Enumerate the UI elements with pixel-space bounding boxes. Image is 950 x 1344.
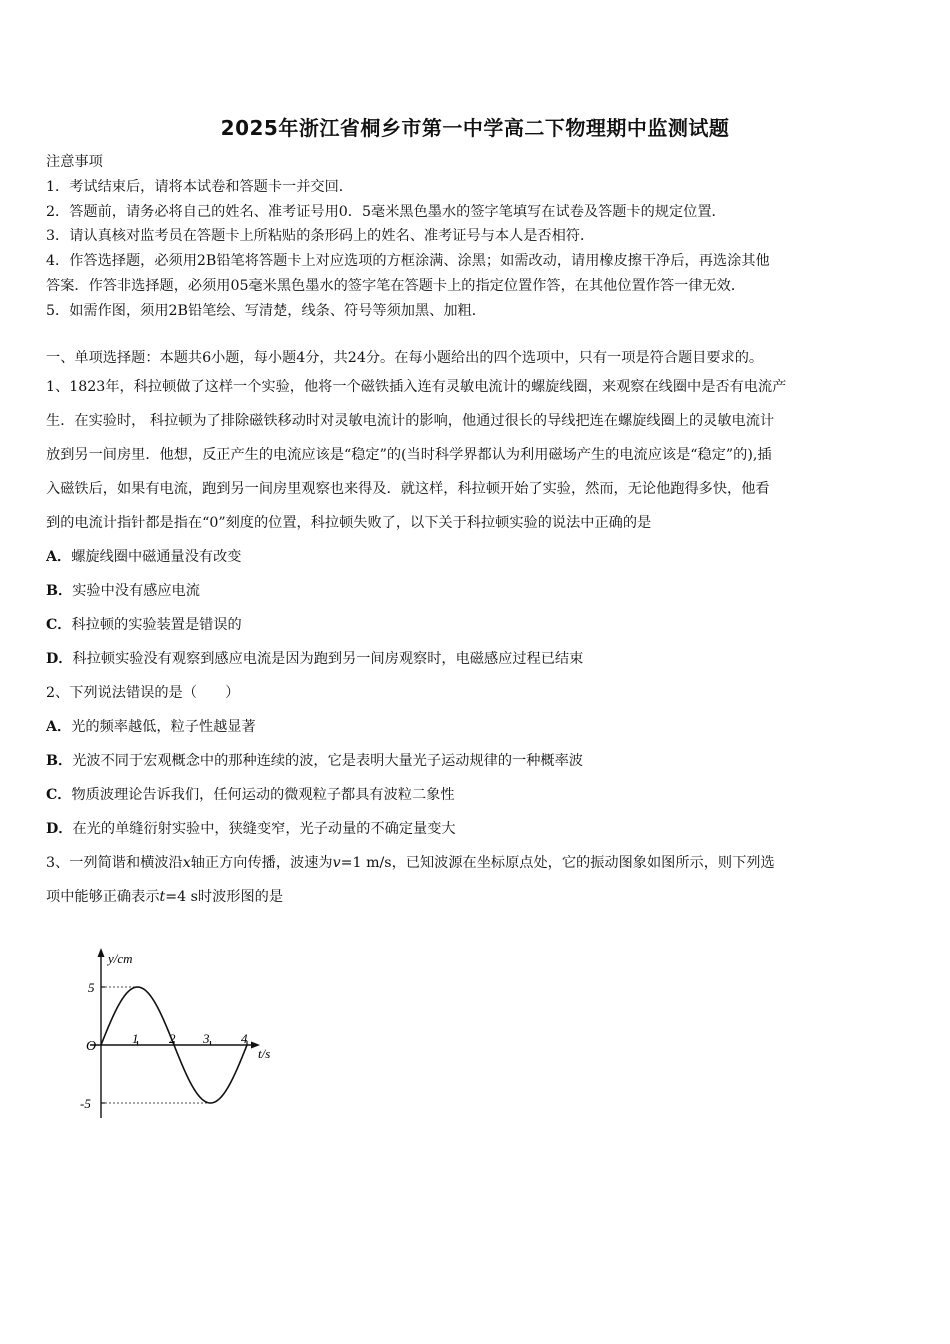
question-stem: 2、下列说法错误的是（ ）: [46, 685, 240, 701]
page-title: 2025年浙江省桐乡市第一中学高二下物理期中监测试题: [220, 116, 730, 140]
origin-label: O: [86, 1039, 97, 1054]
y-tick-label: 5: [88, 980, 95, 995]
question-text-line: 生．在实验时， 科拉顿为了排除磁铁移动时对灵敏电流计的影响，他通过很长的导线把连在螺旋线圈上的灵敏电流计: [46, 413, 775, 429]
x-tick-label: 4: [241, 1031, 248, 1046]
x-tick-label: 3: [203, 1031, 210, 1046]
option-a: A．螺旋线圈中磁通量没有改变: [46, 549, 242, 565]
question-text-line: 1、1823年，科拉顿做了这样一个实验，他将一个磁铁插入连有灵敏电流计的螺旋线圈，来观察在线圈中是否有电流产: [46, 379, 787, 395]
notice-item: 2．答题前，请务必将自己的姓名、准考证号用0．5毫米黑色墨水的签字笔填写在试卷及答题卡的规定位置．: [46, 203, 726, 220]
x-tick-label: 1: [132, 1031, 139, 1046]
y-tick-label: -5: [80, 1096, 91, 1111]
question-3: [46, 846, 908, 914]
option-d: D．在光的单缝衍射实验中，狭缝变窄，光子动量的不确定量变大: [46, 821, 456, 837]
vibration-graph: [76, 946, 286, 1122]
x-tick-label: 2: [169, 1031, 176, 1046]
notice-item: 3．请认真核对监考员在答题卡上所粘贴的条形码上的姓名、准考证号与本人是否相符．: [46, 228, 595, 245]
question-text-line: 3、一列简谐和横波沿x轴正方向传播，波速为v=1 m/s，已知波源在坐标原点处，它的振动图象如图所示，则下列选: [46, 855, 775, 871]
question-2: [46, 676, 908, 710]
option-d: D．科拉顿实验没有观察到感应电流是因为跑到另一间房观察时，电磁感应过程已结束: [46, 651, 584, 667]
notice-item: 1．考试结束后，请将本试卷和答题卡一并交回．: [46, 178, 353, 195]
question-1: [46, 370, 908, 540]
questions-block: [46, 370, 908, 914]
notice-item: 4．作答选择题，必须用2B铅笔将答题卡上对应选项的方框涂满、涂黑；如需改动，请用橡皮擦干净后，再选涂其他: [46, 253, 770, 270]
question-text-line: 项中能够正确表示t=4 s时波形图的是: [46, 889, 284, 905]
option-a: A．光的频率越低，粒子性越显著: [46, 719, 256, 735]
notice-heading: 注意事项: [46, 154, 103, 170]
option-c: C．物质波理论告诉我们，任何运动的微观粒子都具有波粒二象性: [46, 787, 455, 803]
notice-item: 5．如需作图，须用2B铅笔绘、写清楚，线条、符号等须加黑、加粗．: [46, 302, 486, 319]
option-b: B．光波不同于宏观概念中的那种连续的波，它是表明大量光子运动规律的一种概率波: [46, 753, 583, 769]
question-text-line: 放到另一间房里．他想，反正产生的电流应该是“稳定”的(当时科学界都认为利用磁场产生的电流应该是“稳定”的),插: [46, 447, 772, 463]
y-axis-label: y/cm: [108, 951, 133, 966]
question-text-line: 入磁铁后，如果有电流，跑到另一间房里观察也来得及．就这样，科拉顿开始了实验，然而，无论他跑得多快，他看: [46, 481, 770, 497]
option-b: B．实验中没有感应电流: [46, 583, 200, 599]
x-axis-label: t/s: [258, 1046, 271, 1061]
section-heading: 一、单项选择题：本题共6小题，每小题4分，共24分。在每小题给出的四个选项中，只有一项是符合题目要求的。: [46, 350, 764, 366]
y-axis-arrow: [98, 948, 105, 957]
notice-item: 答案．作答非选择题，必须用05毫米黑色墨水的签字笔在答题卡上的指定位置作答，在其他位置作答一律无效．: [46, 277, 746, 294]
option-c: C．科拉顿的实验装置是错误的: [46, 617, 242, 633]
question-text-line: 到的电流计指针都是指在“0”刻度的位置，科拉顿失败了，以下关于科拉顿实验的说法中正确的是: [46, 515, 652, 531]
notice-block: [46, 150, 908, 324]
